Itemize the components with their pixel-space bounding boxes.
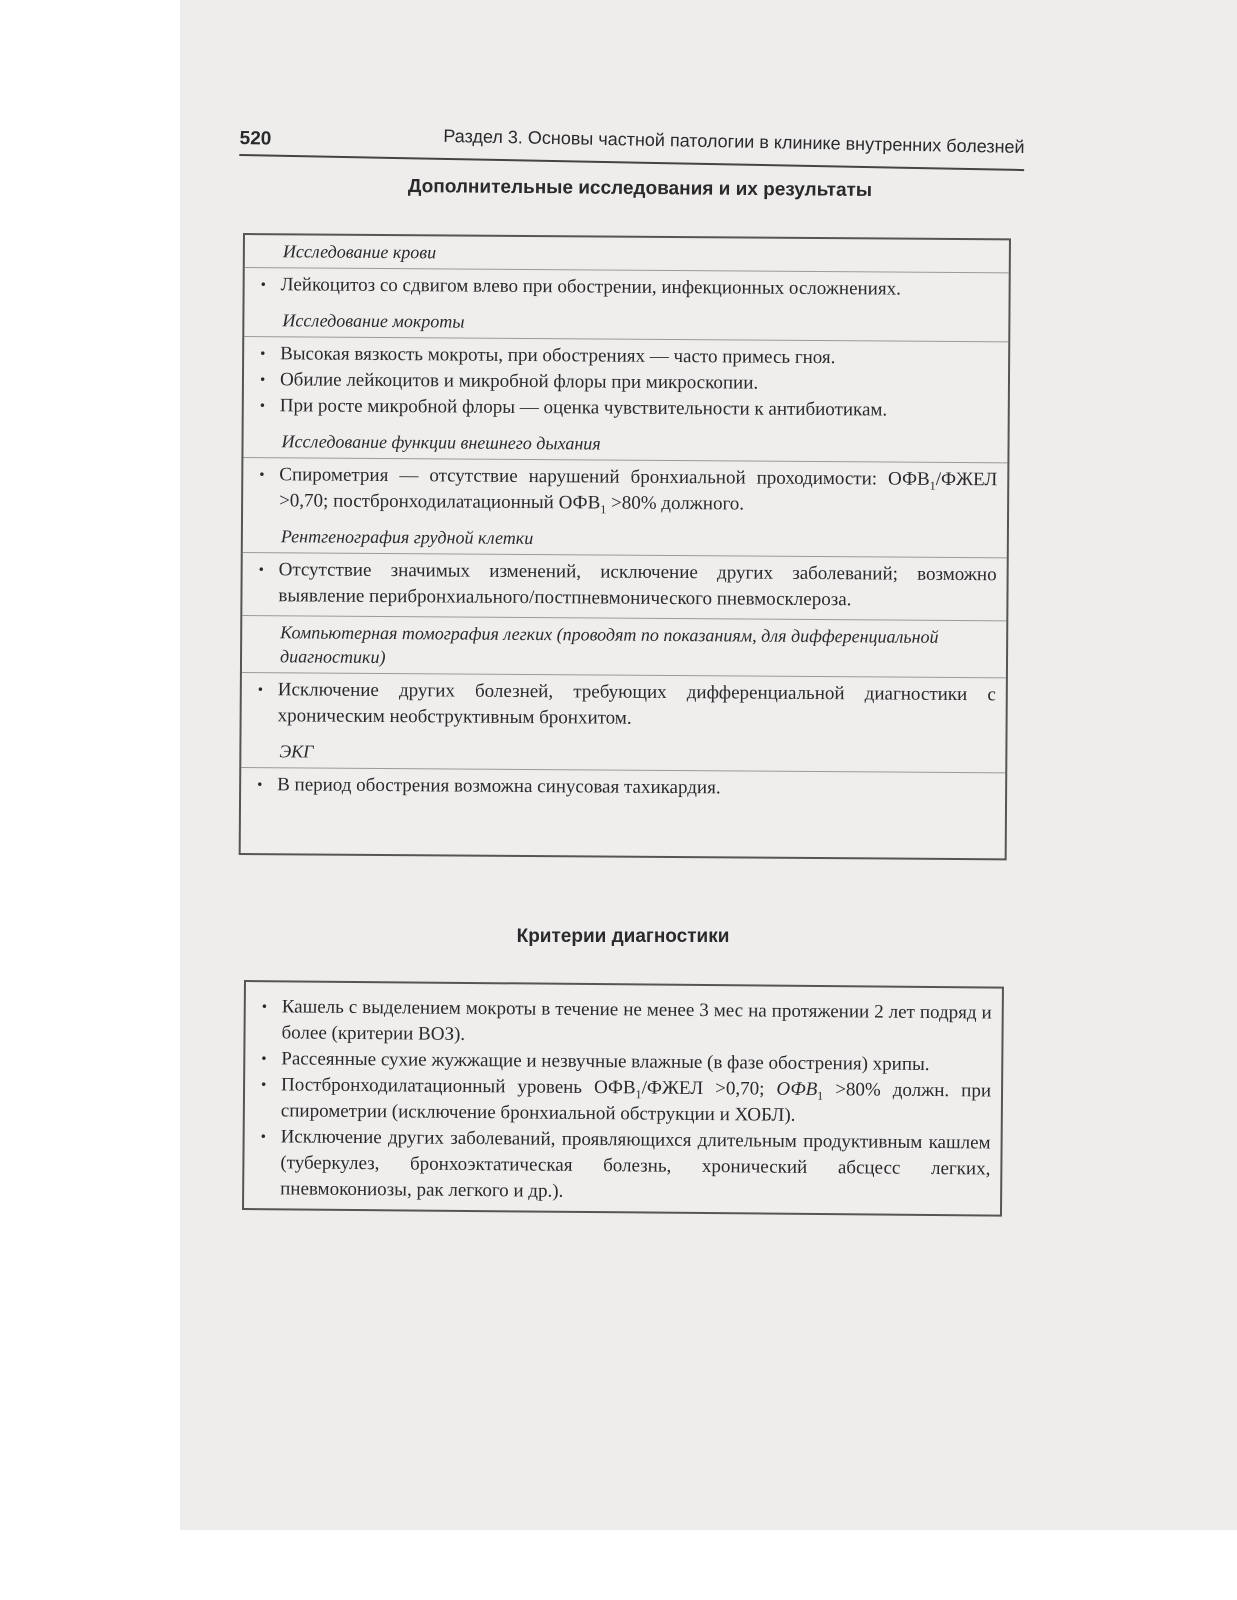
list-item: • Спирометрия — отсутствие нарушений бронхиальной проходимости: $ОФВ_1$/ФЖЕЛ >0,70; постбронходилатационный $ОФВ_1 >80\%$ должного. [257, 462, 997, 519]
list-criteria [244, 982, 1002, 1215]
bullet-icon: • [261, 999, 268, 1016]
list-chest-xray [242, 553, 1006, 620]
list-item: • При росте микробной флоры — оценка чувствительности к антибиотикам. [258, 393, 998, 424]
bullet-icon: • [260, 277, 266, 294]
bullet-icon: • [261, 1077, 267, 1094]
bullet-icon: • [257, 777, 263, 794]
background-left [0, 0, 180, 1600]
section-title-diagnostic-criteria: Критерии диагностики [516, 926, 730, 947]
bullet-icon: • [260, 1129, 266, 1146]
bullet-icon: • [259, 467, 265, 484]
list-item: • В период обострения возможна синусовая тахикардия. [255, 772, 995, 803]
additional-tests-box [239, 233, 1011, 860]
subheading-chest-xray: Рентгенография грудной клетки [280, 526, 534, 549]
list-ecg [241, 768, 1005, 809]
bullet-icon: • [260, 346, 266, 363]
diagnostic-criteria-box [242, 980, 1004, 1217]
bullet-icon: • [257, 682, 264, 699]
list-item: • Исключение других заболеваний, проявляющихся длительным продуктивным кашлем (туберкулез, бронхоэктатическая болезнь, хронический абсцесс легких, пневмокониозы, рак легкого и др.). [258, 1124, 991, 1208]
running-title: Раздел 3. Основы частной патологии в клинике внутренних болезней [443, 125, 1025, 158]
list-item: • Кашель с выделением мокроты в течение не менее 3 мес на протяжении 2 лет подряд и более (критерии ВОЗ). [259, 994, 991, 1052]
list-blood [245, 268, 1009, 309]
bullet-icon: • [258, 562, 264, 579]
page-number: 520 [239, 127, 272, 150]
subheading-sputum: Исследование мокроты [282, 310, 465, 332]
list-sputum [244, 337, 1009, 430]
subheading-blood: Исследование крови [282, 241, 437, 263]
list-item: • Высокая вязкость мокроты, при обострениях — часто примесь гноя. [258, 341, 998, 372]
list-ct [241, 673, 1005, 740]
subheading-ecg: ЭКГ [279, 741, 314, 762]
list-item: • Исключение других болезней, требующих дифференциальной диагностики с хроническим необструктивным бронхитом. [256, 677, 996, 734]
list-item: • Постбронходилатационный уровень $ОФВ_1$/ФЖЕЛ >0,70; $ОФВ_1 >80\%$ должн. при спирометрии (исключение бронхиальной обструкции и ХОБЛ). [259, 1072, 991, 1130]
list-item: • Обилие лейкоцитов и микробной флоры при микроскопии. [258, 367, 998, 398]
list-item: • Отсутствие значимых изменений, исключение других заболеваний; возможно выявление перибронхиального/постпневмонического пневмосклероза. [256, 557, 996, 614]
background-bottom [180, 1530, 1237, 1600]
bullet-icon: • [259, 372, 266, 389]
bullet-icon: • [261, 1051, 267, 1068]
list-lung-function [243, 458, 1007, 525]
list-item: • Рассеянные сухие жужжащие и незвучные влажные (в фазе обострения) хрипы. [259, 1046, 991, 1078]
subheading-lung-function: Исследование функции внешнего дыхания [281, 431, 601, 454]
subheading-ct: Компьютерная томография легких (проводят по показаниям, для дифференциальной диагностики) [279, 622, 939, 668]
bullet-icon: • [259, 398, 266, 415]
section-title-additional-tests: Дополнительные исследования и их результаты [407, 175, 873, 202]
list-item: • Лейкоцитоз со сдвигом влево при обострении, инфекционных осложнениях. [259, 272, 999, 303]
